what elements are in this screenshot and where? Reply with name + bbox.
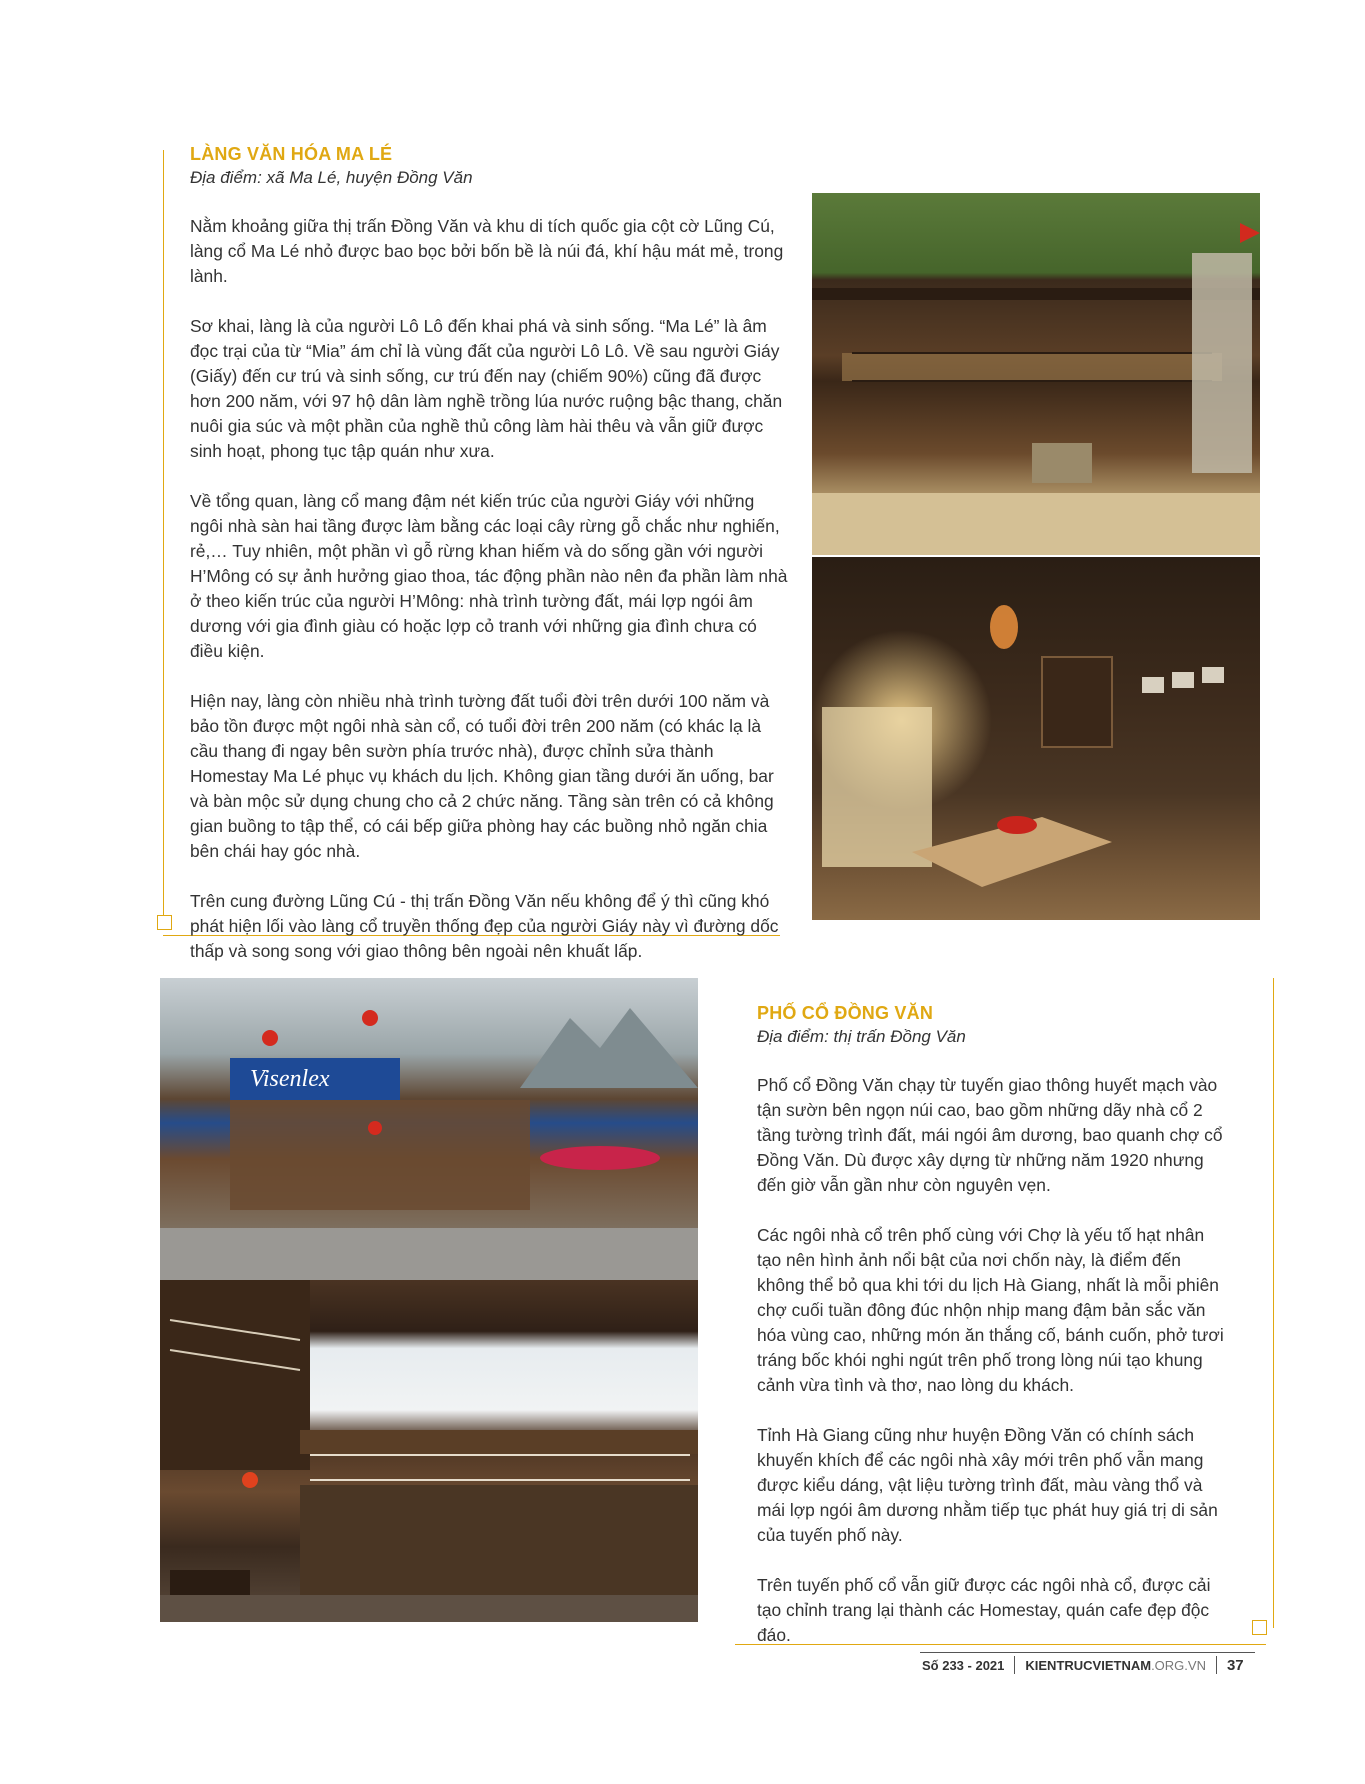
section1-paragraph: Về tổng quan, làng cổ mang đậm nét kiến trúc của người Giáy với những ngôi nhà sàn hai tầng được làm bằng các loại cây rừng gỗ chắc như nghiến, rẻ,… Tuy nhiên, một phần vì gỗ rừng khan hiếm và do sống gần với người H’Mông có sự ảnh hưởng giao thoa, tác động phần nào nên đa phần làm nhà ở theo kiến trúc của người H’Mông: nhà trình tường đất, mái lợp ngói âm dương với gia đình giàu có hoặc lợp cỏ tranh với những gia đình chưa có điều kiện.	[190, 491, 788, 661]
ma-le-interior-photo	[812, 557, 1260, 920]
section1-heading: LÀNG VĂN HÓA MA LÉ	[190, 144, 393, 164]
dong-van-street-photo	[160, 978, 698, 1280]
section2-heading: PHỐ CỔ ĐỒNG VĂN	[757, 1003, 934, 1023]
section2-paragraph: Phố cổ Đồng Văn chạy từ tuyến giao thông huyết mạch vào tận sườn bên ngọn núi cao, bao gồm những dãy nhà cổ 2 tầng tường trình đất, mái ngói âm dương, bao quanh chợ cổ Đồng Văn. Dù được xây dựng từ những năm 1920 nhưng đến giờ vẫn gần như còn nguyên vẹn.	[757, 1075, 1223, 1195]
footer-brand	[1025, 1658, 1206, 1673]
stilt-house-illustration	[812, 193, 1260, 555]
section2-frame-right	[1273, 978, 1274, 1628]
footer-separator	[1014, 1656, 1015, 1674]
footer-brand-bold: KIENTRUCVIETNAM	[1025, 1657, 1152, 1673]
section1-paragraph: Nằm khoảng giữa thị trấn Đồng Văn và khu di tích quốc gia cột cờ Lũng Cú, làng cổ Ma Lé nhỏ được bao bọc bởi bốn bề là núi đá, khí hậu mát mẻ, trong lành.	[190, 216, 784, 286]
section1-paragraph: Trên cung đường Lũng Cú - thị trấn Đồng Văn nếu không để ý thì cũng khó phát hiện lối vào làng cổ truyền thống đẹp của người Giáy này vì đường dốc thấp và song song với giao thông bên ngoài nên khuất lấp.	[190, 891, 779, 961]
footer	[922, 1656, 1262, 1674]
section1-location: Địa điểm: xã Ma Lé, huyện Đồng Văn	[190, 168, 473, 187]
shop-sign-text: Visenlex	[250, 1066, 330, 1092]
section1-frame-corner	[157, 915, 172, 930]
dong-van-courtyard-photo	[160, 1280, 698, 1622]
footer-issue: Số 233 - 2021	[922, 1657, 1005, 1673]
ma-le-stilt-house-photo	[812, 193, 1260, 555]
section2-paragraph: Trên tuyến phố cổ vẫn giữ được các ngôi nhà cổ, được cải tạo chỉnh trang lại thành các Homestay, quán cafe đẹp độc đáo.	[757, 1575, 1211, 1645]
interior-illustration	[812, 557, 1260, 920]
footer-rule	[920, 1652, 1255, 1653]
footer-brand-light: .ORG.VN	[1151, 1657, 1206, 1673]
section2-location: Địa điểm: thị trấn Đồng Văn	[757, 1027, 966, 1046]
section1-text	[190, 144, 790, 989]
section1-paragraph: Hiện nay, làng còn nhiều nhà trình tường đất tuổi đời trên dưới 100 năm và bảo tồn được một ngôi nhà sàn cổ, có tuổi đời trên 200 năm (có khác lạ là cầu thang đi ngay bên sườn phía trước nhà), được chỉnh sửa thành Homestay Ma Lé phục vụ khách du lịch. Không gian tầng dưới ăn uống, bar và bàn mộc sử dụng chung cho cả 2 chức năng. Tầng sàn trên có cả không gian buồng to tập thể, có cái bếp giữa phòng hay các buồng nhỏ ngăn chia bên chái hay góc nhà.	[190, 691, 774, 861]
section2-frame-corner	[1252, 1620, 1267, 1635]
page-number: 37	[1226, 1656, 1244, 1674]
courtyard-illustration	[160, 1280, 698, 1622]
section1-frame-left	[163, 150, 164, 915]
section1-paragraph: Sơ khai, làng là của người Lô Lô đến khai phá và sinh sống. “Ma Lé” là âm đọc trại của từ “Mia” ám chỉ là vùng đất của người Lô Lô. Về sau người Giáy (Giấy) đến cư trú và sinh sống, cư trú đến nay (chiếm 90%) cũng đã được hơn 200 năm, với 97 hộ dân làm nghề trồng lúa nước ruộng bậc thang, chăn nuôi gia súc và một phần của nghề thủ công làm hài thêu và vẫn giữ được sinh hoạt, phong tục tập quán như xưa.	[190, 316, 783, 461]
section2-text	[757, 1003, 1233, 1673]
footer-separator	[1216, 1656, 1217, 1674]
street-illustration	[160, 978, 698, 1280]
section2-paragraph: Các ngôi nhà cổ trên phố cùng với Chợ là yếu tố hạt nhân tạo nên hình ảnh nổi bật của nơi chốn này, là điểm đến không thể bỏ qua khi tới du lịch Hà Giang, nhất là mỗi phiên chợ cuối tuần đông đúc nhộn nhịp mang đậm bản sắc văn hóa vùng cao, những món ăn thắng cố, bánh cuốn, phở tươi tráng bốc khói nghi ngút trên phố trong lòng núi tạo khung cảnh vừa tình và thơ, nao lòng du khách.	[757, 1225, 1224, 1395]
section2-paragraph: Tỉnh Hà Giang cũng như huyện Đồng Văn có chính sách khuyến khích để các ngôi nhà xây mới trên phố vẫn mang được kiểu dáng, vật liệu tường trình đất, màu vàng thổ và mái lợp ngói âm dương nhằm tiếp tục phát huy giá trị di sản của tuyến phố này.	[757, 1425, 1218, 1545]
